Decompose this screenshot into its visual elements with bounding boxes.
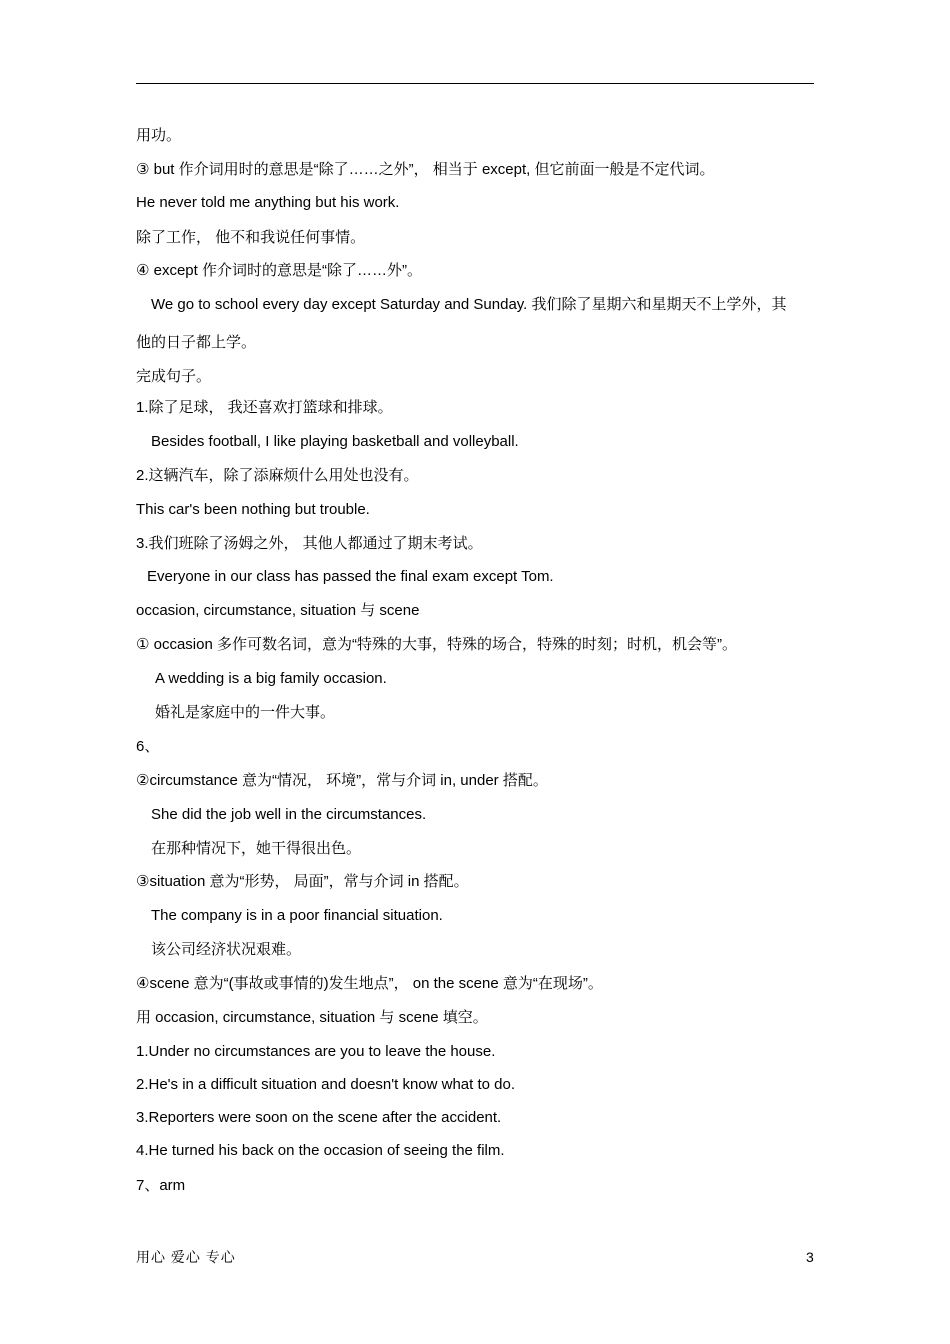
- text-line: 除了工作， 他不和我说任何事情。: [136, 229, 366, 246]
- header-rule: [136, 83, 814, 84]
- text-line: 2.He's in a difficult situation and doesn't know what to do.: [136, 1076, 516, 1093]
- text-line: 1.除了足球， 我还喜欢打篮球和排球。: [136, 399, 393, 416]
- text-line: She did the job well in the circumstances.: [151, 806, 427, 823]
- text-line: 6、: [136, 738, 160, 755]
- text-line: 用功。: [136, 127, 182, 144]
- text-line: ②circumstance 意为“情况， 环境”，常与介词 in, under 搭配。: [136, 772, 548, 789]
- text-line: 婚礼是家庭中的一件大事。: [155, 704, 336, 721]
- text-line: 3.我们班除了汤姆之外， 其他人都通过了期末考试。: [136, 535, 483, 552]
- text-line: 完成句子。: [136, 368, 212, 385]
- text-line: ④scene 意为“(事故或事情的)发生地点”， on the scene 意为“在现场”。: [136, 975, 603, 992]
- text-line: ③situation 意为“形势， 局面”，常与介词 in 搭配。: [136, 873, 469, 890]
- text-line: 他的日子都上学。: [136, 334, 257, 351]
- text-line: occasion, circumstance, situation 与 scene: [136, 602, 420, 619]
- text-line: ③ but 作介词用时的意思是“除了……之外”， 相当于 except, 但它前面一般是不定代词。: [136, 161, 715, 178]
- text-line: ① occasion 多作可数名词，意为“特殊的大事，特殊的场合，特殊的时刻；时机，机会等”。: [136, 636, 737, 653]
- page-number: 3: [806, 1249, 814, 1265]
- text-line: We go to school every day except Saturday and Sunday. 我们除了星期六和星期天不上学外，其: [151, 296, 787, 313]
- text-line: The company is in a poor financial situation.: [151, 907, 443, 924]
- text-line: Everyone in our class has passed the final exam except Tom.: [147, 568, 554, 585]
- footer-motto: 用心 爱心 专心: [136, 1249, 236, 1265]
- text-line: He never told me anything but his work.: [136, 194, 400, 211]
- text-line: 用 occasion, circumstance, situation 与 scene 填空。: [136, 1009, 488, 1026]
- text-line: 7、arm: [136, 1177, 186, 1194]
- text-line: 2.这辆汽车，除了添麻烦什么用处也没有。: [136, 467, 419, 484]
- text-line: 该公司经济状况艰难。: [151, 941, 302, 958]
- text-line: ④ except 作介词时的意思是“除了……外”。: [136, 262, 422, 279]
- text-line: 1.Under no circumstances are you to leave the house.: [136, 1043, 496, 1060]
- text-line: This car's been nothing but trouble.: [136, 501, 370, 518]
- text-line: 3.Reporters were soon on the scene after the accident.: [136, 1109, 502, 1126]
- text-line: A wedding is a big family occasion.: [155, 670, 387, 687]
- text-line: 在那种情况下，她干得很出色。: [151, 840, 362, 857]
- text-line: Besides football, I like playing basketball and volleyball.: [151, 433, 519, 450]
- text-line: 4.He turned his back on the occasion of seeing the film.: [136, 1142, 505, 1159]
